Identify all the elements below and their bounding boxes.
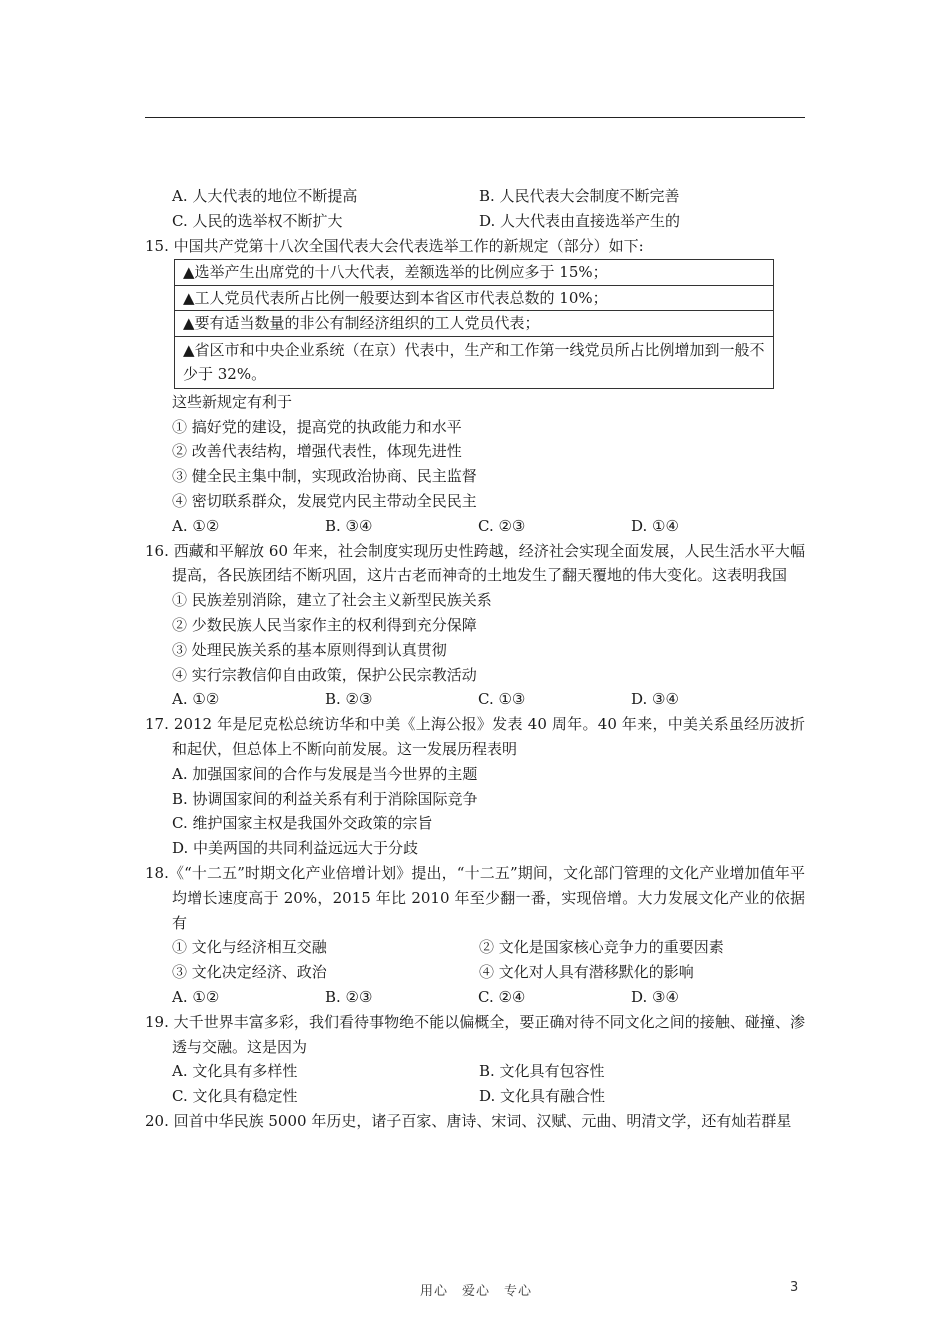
q19-option-a[interactable]: A. 文化具有多样性: [172, 1062, 298, 1081]
q20-stem: 20. 回首中华民族 5000 年历史，诸子百家、唐诗、宋词、汉赋、元曲、明清文学，还有灿若群星: [145, 1112, 792, 1130]
q16-options: [145, 687, 805, 712]
q18-item-1: ① 文化与经济相互交融: [172, 938, 327, 957]
footer-motto: 用心 爱心 专心: [420, 1284, 533, 1299]
q18-items-row-1: [145, 935, 805, 960]
page-number: 3: [790, 1280, 799, 1295]
q15-options: [145, 514, 805, 539]
q17-stem: 17. 2012 年是尼克松总统访华和中美《上海公报》发表 40 周年。40 年来，中美关系虽经历波折和起伏，但总体上不断向前发展。这一发展历程表明: [145, 715, 805, 759]
q19-stem: 19. 大千世界丰富多彩，我们看待事物绝不能以偏概全，要正确对待不同文化之间的接触、碰撞、渗透与交融。这是因为: [145, 1012, 805, 1056]
q16-item-4: ④ 实行宗教信仰自由政策，保护公民宗教活动: [172, 665, 477, 684]
q16-item-1: ① 民族差别消除，建立了社会主义新型民族关系: [172, 591, 492, 610]
q15-option-c[interactable]: C. ②③: [478, 516, 526, 535]
q15-item-3: ③ 健全民主集中制，实现政治协商、民主监督: [172, 467, 477, 486]
q18-item-4: ④ 文化对人具有潜移默化的影响: [479, 963, 694, 982]
q16-item-3: ③ 处理民族关系的基本原则得到认真贯彻: [172, 640, 447, 659]
q14-option-d[interactable]: D. 人大代表由直接选举产生的: [479, 211, 681, 230]
header-rule: [145, 117, 805, 118]
q15-rule-2: ▲工人党员代表所占比例一般要达到本省区市代表总数的 10%；: [175, 285, 774, 311]
q18-options: [145, 985, 805, 1010]
q18-item-3: ③ 文化决定经济、政治: [172, 963, 327, 982]
q14-option-c[interactable]: C. 人民的选举权不断扩大: [172, 211, 343, 230]
q17-option-d[interactable]: D. 中美两国的共同利益远远大于分歧: [172, 839, 419, 858]
q18-stem: 18.《“十二五”时期文化产业倍增计划》提出，“十二五”期间，文化部门管理的文化产业增加值年平均增长速度高于 20%，2015 年比 2010 年至少翻一番，实现倍增。大力发展文化产业的依据有: [145, 864, 805, 932]
q18-option-b[interactable]: B. ②③: [325, 988, 373, 1007]
q18-option-d[interactable]: D. ③④: [631, 988, 679, 1007]
q15-item-1: ① 搞好党的建设，提高党的执政能力和水平: [172, 417, 462, 436]
q15-item-2: ② 改善代表结构，增强代表性，体现先进性: [172, 442, 462, 461]
q16-option-c[interactable]: C. ①③: [478, 690, 526, 709]
q15-option-b[interactable]: B. ③④: [325, 516, 373, 535]
q19-options-row-1: [145, 1059, 805, 1084]
q17-option-c[interactable]: C. 维护国家主权是我国外交政策的宗旨: [172, 814, 433, 833]
q17-option-b[interactable]: B. 协调国家间的利益关系有利于消除国际竞争: [172, 789, 478, 808]
q14-option-a[interactable]: A. 人大代表的地位不断提高: [172, 187, 358, 205]
q15-rule-4: ▲省区市和中央企业系统（在京）代表中，生产和工作第一线党员所占比例增加到一般不少于 32%。: [175, 336, 774, 388]
q16-option-d[interactable]: D. ③④: [631, 690, 679, 709]
q14-options-row-2: [145, 209, 805, 234]
q19-option-b[interactable]: B. 文化具有包容性: [479, 1062, 605, 1081]
q15-option-d[interactable]: D. ①④: [631, 516, 679, 535]
q15-rules-box: [174, 259, 774, 389]
q17-option-a[interactable]: A. 加强国家间的合作与发展是当今世界的主题: [172, 764, 478, 783]
q15-option-a[interactable]: A. ①②: [172, 516, 220, 535]
q19-option-c[interactable]: C. 文化具有稳定性: [172, 1087, 298, 1106]
q15-question: 这些新规定有利于: [172, 392, 293, 411]
q14-option-b[interactable]: B. 人民代表大会制度不断完善: [479, 187, 680, 205]
q14-options-row-1: [145, 184, 805, 209]
q16-stem: 16. 西藏和平解放 60 年来，社会制度实现历史性跨越，经济社会实现全面发展，人民生活水平大幅提高，各民族团结不断巩固，这片古老而神奇的土地发生了翻天覆地的伟大变化。这表明我国: [145, 541, 805, 585]
q19-options-row-2: [145, 1084, 805, 1109]
q18-option-a[interactable]: A. ①②: [172, 988, 220, 1007]
q15-item-4: ④ 密切联系群众，发展党内民主带动全民民主: [172, 492, 477, 511]
q16-option-a[interactable]: A. ①②: [172, 690, 220, 709]
q16-item-2: ② 少数民族人民当家作主的权利得到充分保障: [172, 616, 477, 635]
q18-option-c[interactable]: C. ②④: [478, 988, 526, 1007]
q19-option-d[interactable]: D. 文化具有融合性: [479, 1087, 606, 1106]
q18-items-row-2: [145, 960, 805, 985]
q15-stem: 15. 中国共产党第十八次全国代表大会代表选举工作的新规定（部分）如下:: [145, 236, 644, 255]
q16-option-b[interactable]: B. ②③: [325, 690, 373, 709]
q18-item-2: ② 文化是国家核心竞争力的重要因素: [479, 938, 724, 957]
exam-page: [145, 184, 805, 1134]
q15-rule-3: ▲要有适当数量的非公有制经济组织的工人党员代表；: [175, 311, 774, 337]
q15-rule-1: ▲选举产生出席党的十八大代表，差额选举的比例应多于 15%；: [175, 260, 774, 286]
